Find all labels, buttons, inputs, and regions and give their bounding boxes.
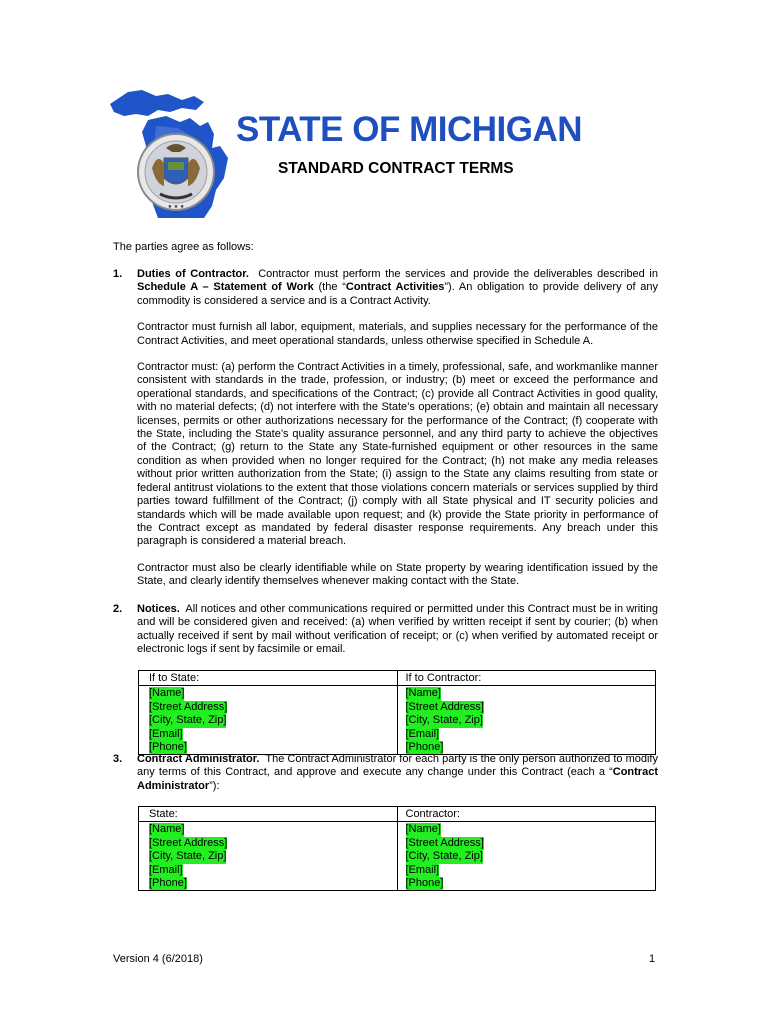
phone-field[interactable]: [Phone]: [405, 877, 444, 890]
text-run: The Contract Administrator for each party is the only person authorized to modify any terms of this Contract, and approve and execute any change under this Contract (each a “: [137, 753, 658, 779]
section-number: 3.: [113, 753, 123, 765]
text-run: ”). An obligation to provide delivery of any commodity is considered a service and is a Contract Activity.: [137, 281, 658, 307]
contractor-column-header: Contractor:: [397, 807, 656, 822]
city-state-zip-field[interactable]: [City, State, Zip]: [149, 850, 227, 863]
street-address-field[interactable]: [Street Address]: [149, 700, 228, 713]
section-heading: Duties of Contractor.: [137, 268, 249, 280]
city-state-zip-field[interactable]: [City, State, Zip]: [149, 714, 227, 727]
email-field[interactable]: [Email]: [405, 863, 440, 876]
state-contact-fields: [139, 822, 398, 891]
section-duties-of-contractor: [113, 268, 658, 589]
state-contact-fields: [139, 686, 398, 755]
section-2-paragraph: [137, 603, 658, 657]
page-number: 1: [649, 953, 656, 965]
name-field[interactable]: [Name]: [149, 823, 185, 836]
section-notices: [113, 603, 658, 657]
administrator-contact-table: [138, 806, 656, 891]
text-run: ”):: [209, 779, 220, 792]
name-field[interactable]: [Name]: [405, 687, 441, 700]
phone-field[interactable]: [Phone]: [405, 741, 444, 754]
contractor-contact-fields: [397, 686, 656, 755]
section-1-paragraph-1: [137, 268, 658, 308]
section-1-paragraph-4: Contractor must also be clearly identifiable while on State property by wearing identification issued by the State, and clearly identify themselves whenever making contact with the State.: [137, 561, 658, 588]
intro-text: The parties agree as follows:: [113, 241, 254, 253]
section-3-paragraph: [137, 753, 658, 793]
email-field[interactable]: [Email]: [149, 863, 183, 876]
defined-term: Contract Administrator: [137, 766, 658, 792]
street-address-field[interactable]: [Street Address]: [405, 836, 484, 849]
phone-field[interactable]: [Phone]: [149, 741, 187, 754]
city-state-zip-field[interactable]: [City, State, Zip]: [405, 714, 483, 727]
section-contract-administrator: [113, 753, 658, 793]
michigan-seal-logo: [108, 86, 234, 220]
state-column-header: If to State:: [139, 671, 398, 686]
page-subtitle: STANDARD CONTRACT TERMS: [278, 160, 514, 177]
section-number: 2.: [113, 603, 123, 615]
defined-term: Contract Activities: [345, 281, 445, 294]
schedule-reference: Schedule A – Statement of Work: [137, 281, 314, 294]
street-address-field[interactable]: [Street Address]: [405, 700, 484, 713]
name-field[interactable]: [Name]: [149, 687, 185, 700]
state-column-header: State:: [139, 807, 398, 822]
svg-text:★ ★ ★: ★ ★ ★: [167, 204, 185, 210]
name-field[interactable]: [Name]: [405, 823, 441, 836]
text-run: All notices and other communications required or permitted under this Contract must be in writing and will be considered given and received: (a) when verified by written receipt if sent by courier; (b) when actually received if sent by mail without verification of receipt; or (c) when verified by automated receipt or electronic logs if sent by facsimile or email.: [137, 603, 658, 656]
section-number: 1.: [113, 268, 123, 280]
email-field[interactable]: [Email]: [149, 727, 183, 740]
notices-contact-table: [138, 670, 656, 755]
contractor-contact-fields: [397, 822, 656, 891]
email-field[interactable]: [Email]: [405, 727, 440, 740]
version-footer: Version 4 (6/2018): [113, 953, 203, 965]
street-address-field[interactable]: [Street Address]: [149, 836, 228, 849]
contractor-column-header: If to Contractor:: [397, 671, 656, 686]
text-run: Contractor must perform the services and provide the deliverables described in: [258, 268, 658, 280]
section-heading: Contract Administrator.: [137, 753, 260, 765]
page-title: STATE OF MICHIGAN: [236, 110, 583, 149]
section-heading: Notices.: [137, 603, 180, 615]
text-run: (the “: [318, 281, 346, 294]
phone-field[interactable]: [Phone]: [149, 877, 187, 890]
section-1-paragraph-2: Contractor must furnish all labor, equipment, materials, and supplies necessary for the performance of the Contract Activities, and meet operational standards, unless otherwise specified in Schedule A.: [137, 321, 658, 347]
city-state-zip-field[interactable]: [City, State, Zip]: [405, 850, 483, 863]
section-1-paragraph-3: Contractor must: (a) perform the Contract Activities in a timely, professional, safe, and workmanlike manner consistent with standards in the trade, profession, or industry; (b) meet or exceed the performance and operational standards, and specifications of the Contract; (c) provide all Contract Activities in good quality, with no material defects; (d) not interfere with the State’s operations; (e) obtain and maintain all necessary licenses, permits or other authorizations necessary for the performance of the Contract; (f) cooperate with the State, including the State’s quality assurance personnel, and any third party to achieve the objectives of the Contract; (g) return to the State any State-furnished equipment or other resources in the same condition as when provided when no longer required for the Contract; (h) not make any media releases without prior written authorization from the State; (i) assign to the State any claims resulting from state or federal antitrust violations to the extent that those violations concern materials or services supplied by third parties toward fulfillment of the Contract; (j) comply with all State physical and IT security policies and standards which will be made available upon request; and (k) provide the State priority in performance of the Contract except as mandated by federal disaster response requirements. Any breach under this paragraph is considered a material breach.: [137, 361, 658, 548]
